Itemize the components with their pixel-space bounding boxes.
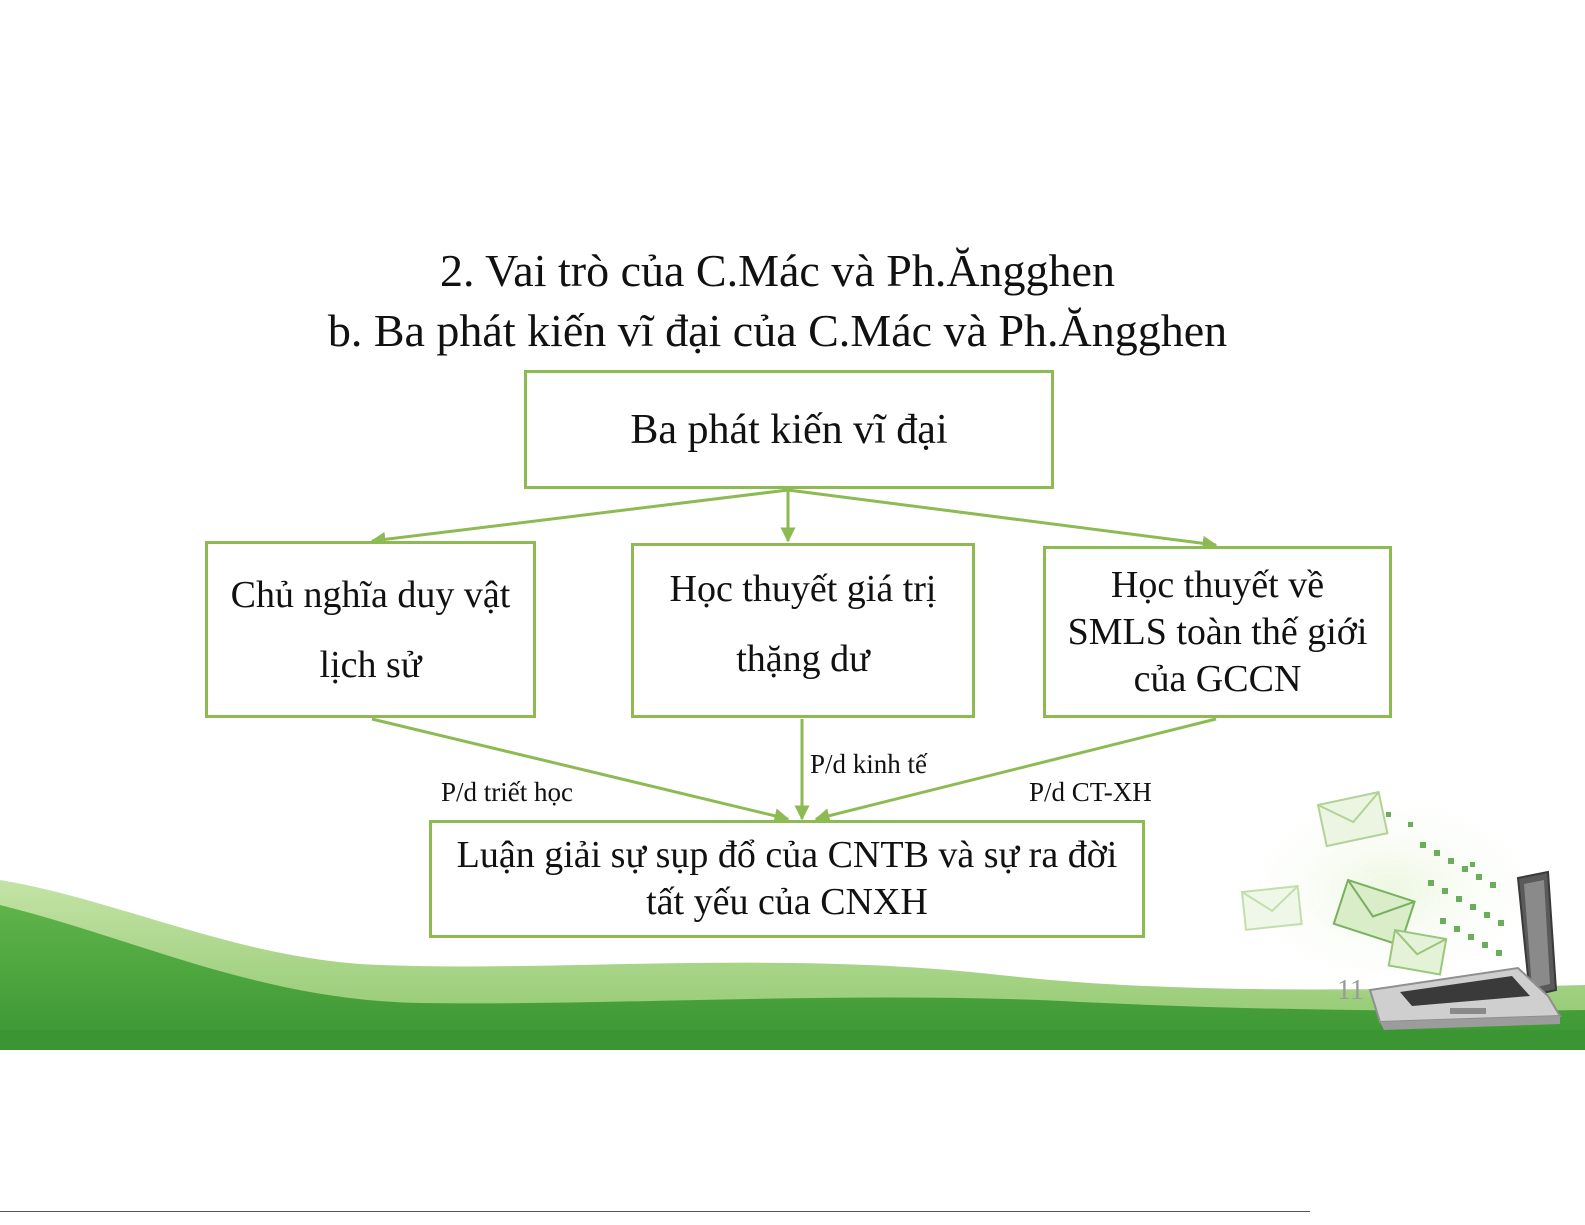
bottom-divider bbox=[0, 1211, 1310, 1212]
discovery-3-line-3: của GCCN bbox=[1133, 657, 1302, 700]
connector-root-to-right bbox=[788, 490, 1216, 545]
discovery-box-surplus-value bbox=[631, 543, 975, 718]
discovery-2-line-2: thặng dư bbox=[736, 637, 870, 680]
discovery-box-historical-materialism bbox=[205, 541, 536, 718]
discovery-1-line-2: lịch sử bbox=[319, 643, 422, 686]
discovery-3-line-1: Học thuyết về bbox=[1110, 563, 1325, 606]
slide-subtitle: b. Ba phát kiến vĩ đại của C.Mác và Ph.Ăngghen bbox=[327, 305, 1228, 356]
slide-title: 2. Vai trò của C.Mác và Ph.Ăngghen bbox=[440, 245, 1115, 296]
discovery-2-line-1: Học thuyết giá trị bbox=[669, 567, 937, 610]
conclusion-box bbox=[429, 820, 1145, 938]
discovery-3-line-2: SMLS toàn thế giới bbox=[1067, 610, 1368, 653]
root-node-label: Ba phát kiến vĩ đại bbox=[630, 406, 948, 453]
page-number: 11 bbox=[1337, 975, 1364, 1006]
discovery-box-historical-mission bbox=[1043, 546, 1392, 718]
edge-label-political-social: P/d CT-XH bbox=[1029, 777, 1152, 807]
connector-root-to-left bbox=[372, 490, 788, 541]
edge-label-economics: P/d kinh tế bbox=[810, 749, 928, 779]
connector-left-to-conclusion bbox=[372, 719, 788, 819]
conclusion-line-2: tất yếu của CNXH bbox=[646, 881, 928, 923]
conclusion-line-1: Luận giải sự sụp đổ của CNTB và sự ra đời bbox=[456, 834, 1118, 876]
root-node-box bbox=[524, 370, 1054, 489]
edge-label-philosophy: P/d triết học bbox=[441, 777, 573, 807]
discovery-1-line-1: Chủ nghĩa duy vật bbox=[230, 573, 511, 616]
